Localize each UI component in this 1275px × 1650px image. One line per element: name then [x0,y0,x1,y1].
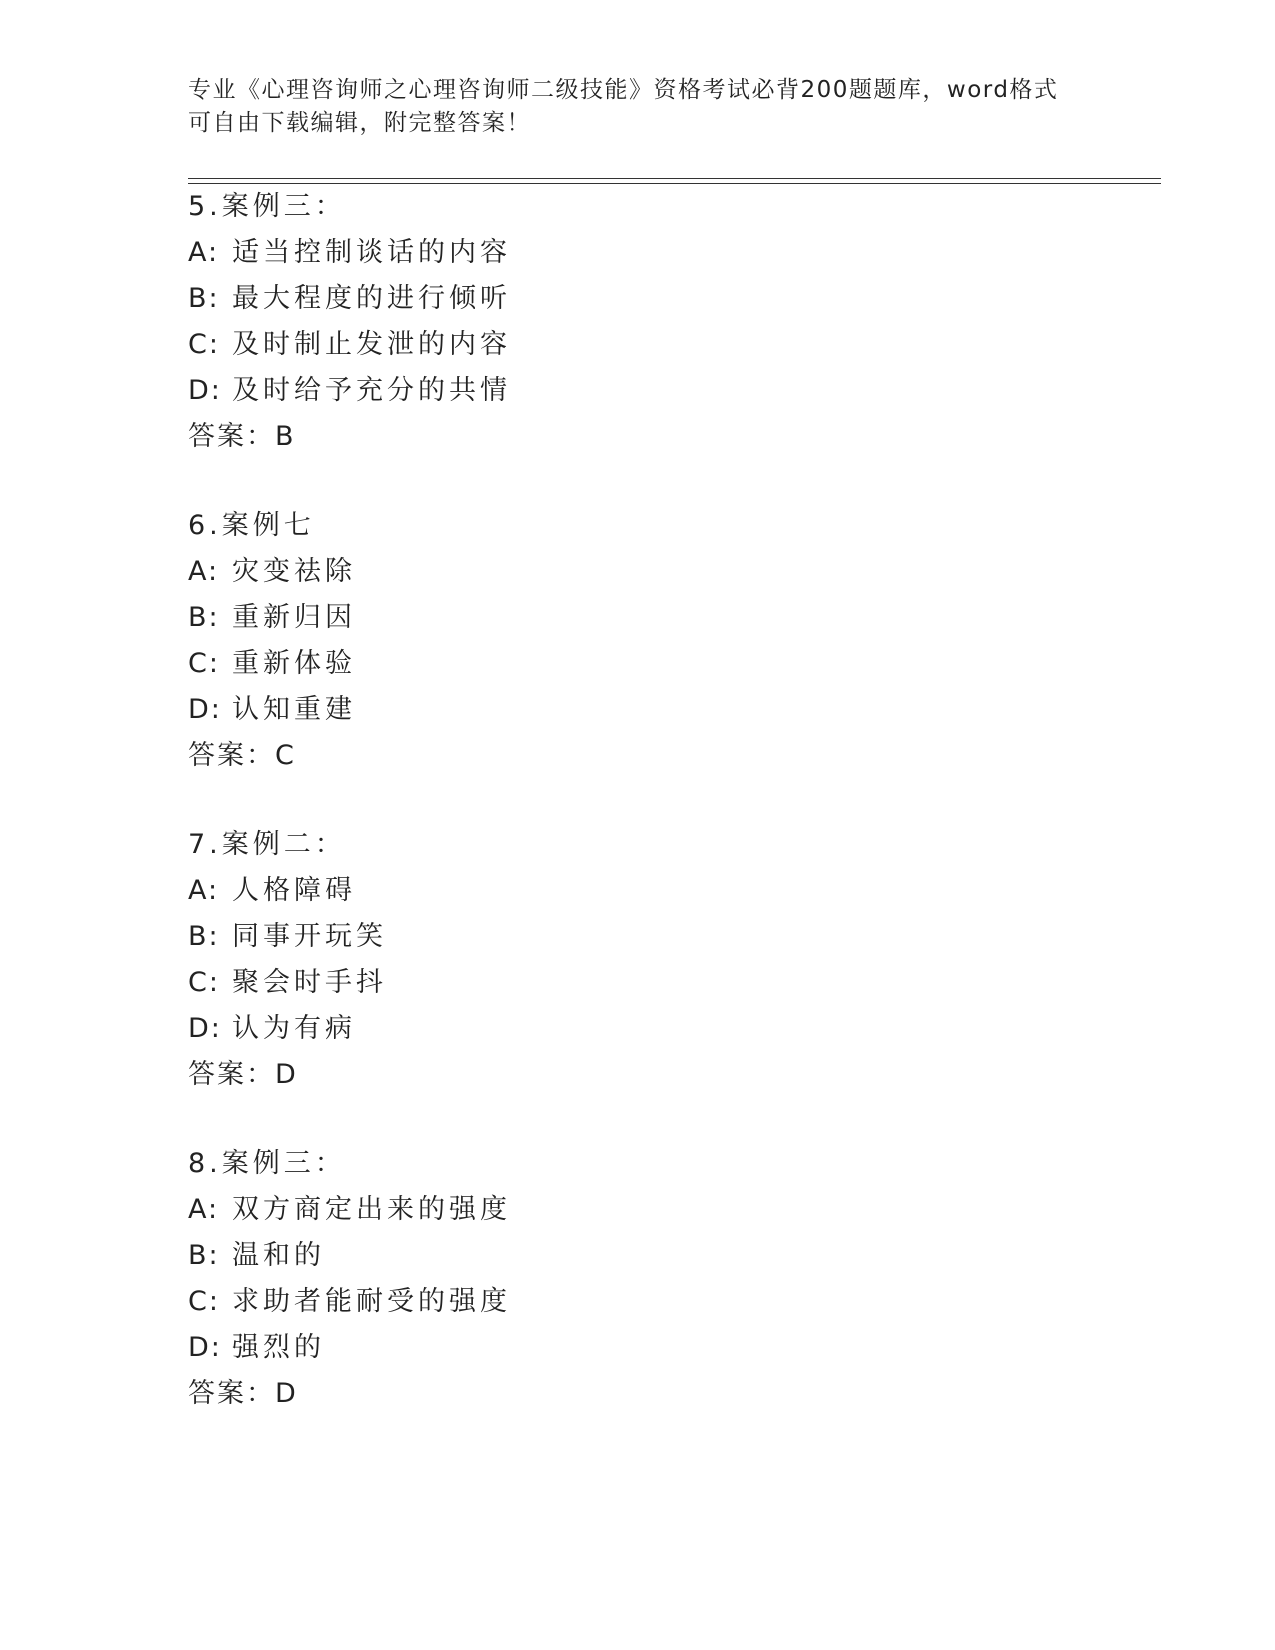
question-block [188,184,1088,460]
option-d [188,368,1088,414]
question-title: 8.案例三： [188,1148,346,1179]
option-d [188,1325,1088,1371]
option-text: 及时制止发泄的内容 [232,329,511,360]
option-text: 聚会时手抖 [232,967,387,998]
question-block [188,503,1088,779]
option-a [188,868,1088,914]
option-text: 强烈的 [232,1332,325,1363]
option-text: 认知重建 [232,694,356,725]
option-b [188,276,1088,322]
option-key: A: [188,1194,220,1225]
answer-label: 答案： [188,740,275,771]
option-key: D: [188,1013,222,1044]
option-b [188,1233,1088,1279]
option-key: C: [188,329,220,360]
option-a [188,549,1088,595]
answer-label: 答案： [188,1378,275,1409]
answer-value: B [275,421,296,452]
option-c [188,641,1088,687]
answer-label: 答案： [188,1059,275,1090]
question-block [188,1141,1088,1417]
answer-line [188,1371,1088,1417]
option-text: 双方商定出来的强度 [232,1194,511,1225]
answer-label: 答案： [188,421,275,452]
option-text: 认为有病 [232,1013,356,1044]
answer-value: D [275,1059,298,1090]
option-a [188,1187,1088,1233]
option-text: 适当控制谈话的内容 [232,237,511,268]
option-key: B: [188,602,220,633]
option-c [188,960,1088,1006]
answer-line [188,1052,1088,1098]
option-key: A: [188,556,220,587]
option-text: 重新体验 [232,648,356,679]
answer-line [188,733,1088,779]
option-text: 最大程度的进行倾听 [232,283,511,314]
answer-value: C [275,740,296,771]
header-line-2: 可自由下载编辑，附完整答案！ [188,110,531,136]
option-d [188,687,1088,733]
option-key: A: [188,237,220,268]
answer-value: D [275,1378,298,1409]
question-title: 7.案例二： [188,829,346,860]
option-key: C: [188,967,220,998]
header-line-1: 专业《心理咨询师之心理咨询师二级技能》资格考试必背200题题库，word格式 [188,77,1059,103]
question-title: 5.案例三： [188,191,346,222]
option-key: C: [188,648,220,679]
document-header [188,74,1088,140]
question-block [188,822,1088,1098]
option-key: D: [188,694,222,725]
option-c [188,322,1088,368]
option-text: 及时给予充分的共情 [232,375,511,406]
option-key: B: [188,921,220,952]
option-key: D: [188,1332,222,1363]
question-title: 6.案例七 [188,510,315,541]
option-b [188,914,1088,960]
option-text: 求助者能耐受的强度 [232,1286,511,1317]
option-text: 温和的 [232,1240,325,1271]
option-key: C: [188,1286,220,1317]
option-key: D: [188,375,222,406]
option-d [188,1006,1088,1052]
option-a [188,230,1088,276]
option-key: B: [188,283,220,314]
option-c [188,1279,1088,1325]
option-text: 重新归因 [232,602,356,633]
answer-line [188,414,1088,460]
option-text: 同事开玩笑 [232,921,387,952]
header-divider-top [188,178,1161,179]
option-text: 灾变祛除 [232,556,356,587]
option-key: B: [188,1240,220,1271]
option-key: A: [188,875,220,906]
option-text: 人格障碍 [232,875,356,906]
option-b [188,595,1088,641]
